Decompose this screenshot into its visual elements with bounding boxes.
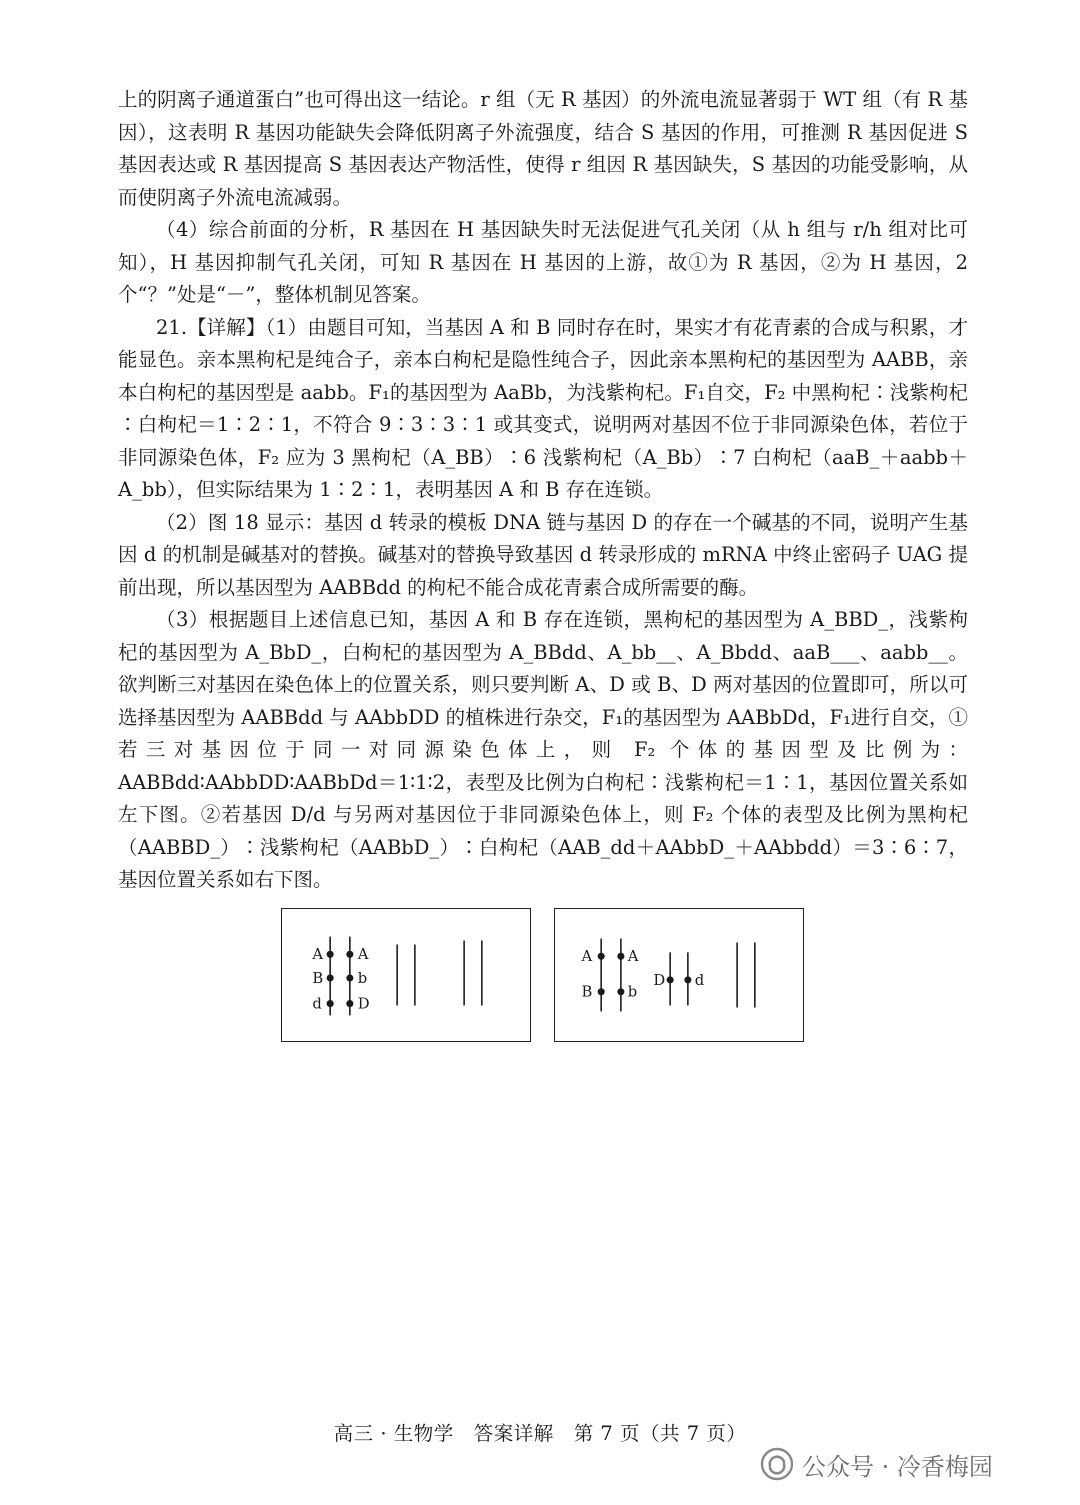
gene-locus-dot — [346, 951, 353, 958]
gene-label: A — [357, 946, 369, 964]
gene-label: b — [357, 969, 368, 987]
gene-label: b — [627, 983, 638, 1001]
answer-text — [118, 84, 968, 897]
independent-chromosomes-diagram — [555, 909, 803, 1041]
figure-independent-genes — [554, 908, 804, 1042]
gene-label: A — [312, 946, 324, 964]
paragraph-5: （3）根据题目上述信息已知，基因 A 和 B 存在连锁，黑枸杞的基因型为 A_BBD_，浅紫枸杞的基因型为 A_BbD_，白枸杞的基因型为 A_BBdd、A_bb__、A_Bbdd、aaB___、aabb__。欲判断三对基因在染色体上的位置关系，则只要判断 A、D 或 B、D 两对基因的位置即可，所以可选择基因型为 AABBdd 与 AAbbDD 的植株进行杂交，F₁的基因型为 AABbDd，F₁进行自交，①若三对基因位于同一对同源染色体上，则 F₂ 个体的基因型及比例为：AABBdd∶AAbbDD∶AABbDd＝1∶1∶2，表型及比例为白枸杞∶浅紫枸杞＝1∶1，基因位置关系如左下图。②若基因 D/d 与另两对基因位于非同源染色体上，则 F₂ 个体的表型及比例为黑枸杞（AABBD_）∶浅紫枸杞（AABbD_）∶白枸杞（AAB_dd＋AAbbD_＋AAbbdd）＝3∶6∶7，基因位置关系如右下图。 — [118, 608, 968, 891]
figure-linked-genes — [281, 908, 531, 1042]
chromosome-figures — [281, 908, 806, 1044]
page-footer: 高三 · 生物学 答案详解 第 7 页（共 7 页） — [333, 1422, 747, 1445]
watermark-text: 公众号 · 冷香梅园 — [802, 1452, 993, 1481]
gene-locus-dot — [667, 976, 674, 983]
gene-label: B — [581, 983, 593, 1001]
gene-locus-dot — [598, 953, 605, 960]
gene-label: D — [653, 971, 666, 989]
paragraph-4: （2）图 18 显示：基因 d 转录的模板 DNA 链与基因 D 的存在一个碱基的不同，说明产生基因 d 的机制是碱基对的替换。碱基对的替换导致基因 d 转录形成的 mRNA 中终止密码子 UAG 提前出现，所以基因型为 AABBdd 的枸杞不能合成花青素合成所需要的酶。 — [118, 510, 968, 599]
gene-label: A — [627, 948, 639, 966]
linked-chromosomes-diagram — [282, 909, 530, 1041]
gene-locus-dot — [617, 988, 624, 995]
gene-locus-dot — [346, 974, 353, 981]
watermark — [760, 1442, 993, 1486]
gene-locus-dot — [684, 976, 691, 983]
paragraph-2: （4）综合前面的分析，R 基因在 H 基因缺失时无法促进气孔关闭（从 h 组与 r/h 组对比可知），H 基因抑制气孔关闭，可知 R 基因在 H 基因的上游，故①为 R 基因，②为 H 基因，2 个“？”处是“－”，整体机制见答案。 — [118, 218, 968, 306]
gene-label: A — [581, 948, 593, 966]
gene-locus-dot — [327, 974, 334, 981]
gene-label: d — [312, 995, 322, 1013]
paragraph-1: 上的阴离子通道蛋白”也可得出这一结论。r 组（无 R 基因）的外流电流显著弱于 WT 组（有 R 基因），这表明 R 基因功能缺失会降低阴离子外流强度，结合 S 基因的作用，可推测 R 基因促进 S 基因表达或 R 基因提高 S 基因表达产物活性，使得 r 组因 R 基因缺失，S 基因的功能受影响，从而使阴离子外流电流减弱。 — [118, 88, 968, 209]
gene-label: D — [357, 995, 370, 1013]
gene-locus-dot — [327, 951, 334, 958]
gene-locus-dot — [598, 988, 605, 995]
paragraph-3: 21.【详解】（1）由题目可知，当基因 A 和 B 同时存在时，果实才有花青素的合成与积累，才能显色。亲本黑枸杞是纯合子，亲本白枸杞是隐性纯合子，因此亲本黑枸杞的基因型为 AABB，亲本白枸杞的基因型是 aabb。F₁的基因型为 AaBb，为浅紫枸杞。F₁自交，F₂ 中黑枸杞∶浅紫枸杞∶白枸杞＝1∶2∶1，不符合 9∶3∶3∶1 或其变式，说明两对基因不位于非同源染色体，若位于非同源染色体，F₂ 应为 3 黑枸杞（A_BB）∶6 浅紫枸杞（A_Bb）∶7 白枸杞（aaB_＋aabb＋A_bb），但实际结果为 1∶2∶1，表明基因 A 和 B 存在连锁。 — [118, 315, 968, 501]
gene-locus-dot — [346, 1000, 353, 1007]
gene-locus-dot — [617, 953, 624, 960]
gene-label: B — [312, 969, 324, 987]
gene-label: d — [694, 971, 705, 989]
wechat-official-account-icon — [760, 1447, 794, 1481]
gene-locus-dot — [327, 1000, 334, 1007]
